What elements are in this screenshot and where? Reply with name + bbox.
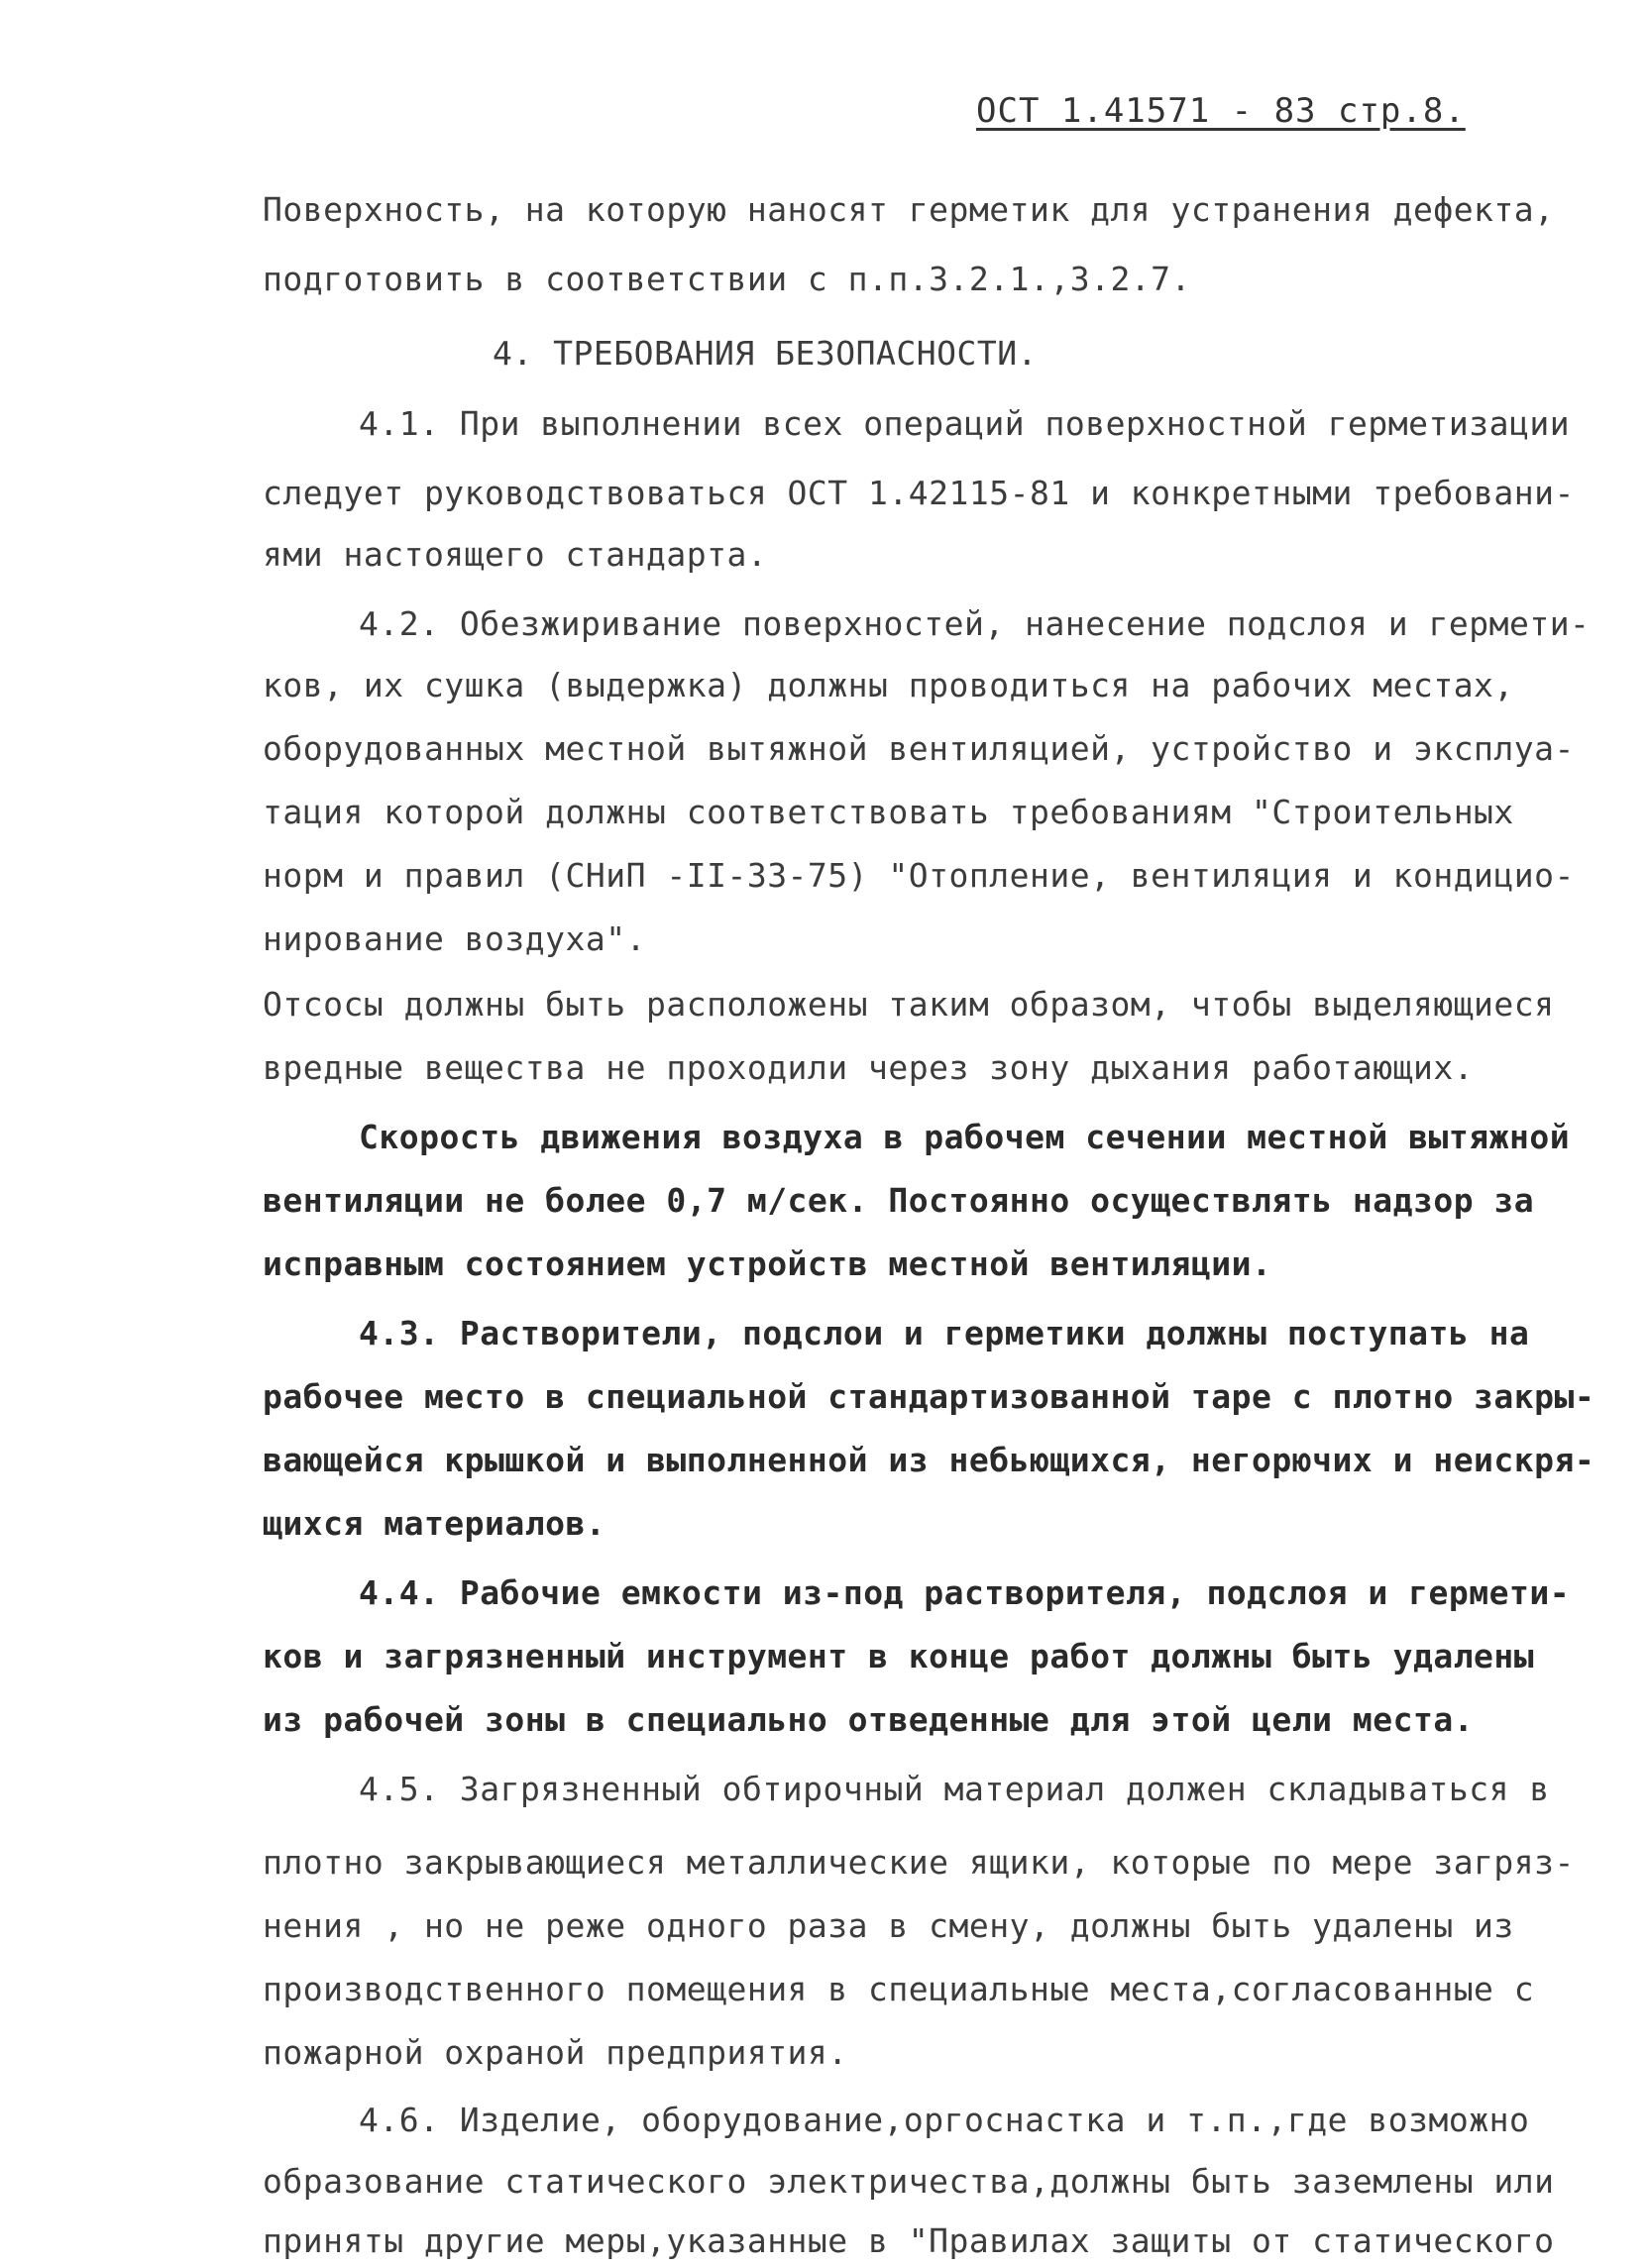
text-line: вентиляции не более 0,7 м/сек. Постоянно осуществлять надзор за <box>263 1181 1535 1220</box>
text-line: ков и загрязненный инструмент в конце работ должны быть удалены <box>263 1637 1535 1675</box>
text-line: 4.6. Изделие, оборудование,оргоснастка и т.п.,где возможно <box>359 2101 1530 2139</box>
text-line: образование статического электричества,должны быть заземлены или <box>263 2162 1555 2201</box>
text-line: 4.3. Растворители, подслои и герметики должны поступать на <box>359 1314 1530 1352</box>
text-line: следует руководствоваться ОСТ 1.42115-81 и конкретными требовани- <box>263 474 1575 512</box>
text-line: нения , но не реже одного раза в смену, должны быть удалены из <box>263 1906 1514 1945</box>
text-line: из рабочей зоны в специально отведенные для этой цели места. <box>263 1700 1475 1739</box>
text-line: ями настоящего стандарта. <box>263 535 768 574</box>
text-line: подготовить в соответствии с п.п.3.2.1.,3.2.7. <box>263 260 1191 298</box>
text-line: 4.2. Обезжиривание поверхностей, нанесение подслоя и гермети- <box>359 604 1591 643</box>
text-line: вающейся крышкой и выполненной из небьющихся, негорючих и неискря- <box>263 1441 1595 1479</box>
text-line: Отсосы должны быть расположены таким образом, чтобы выделяющиеся <box>263 985 1555 1024</box>
text-line: 4.5. Загрязненный обтирочный материал должен складываться в <box>359 1770 1550 1808</box>
text-line: пожарной охраной предприятия. <box>263 2033 848 2072</box>
text-line: исправным состоянием устройств местной вентиляции. <box>263 1244 1272 1283</box>
text-line: приняты другие меры,указанные в "Правилах защиты от статического <box>263 2221 1555 2260</box>
text-line: рабочее место в специальной стандартизованной таре с плотно закры- <box>263 1377 1595 1416</box>
text-line: ков, их сушка (выдержка) должны проводиться на рабочих местах, <box>263 666 1514 704</box>
text-line: нирование воздуха". <box>263 919 646 958</box>
text-line: тация которой должны соответствовать требованиям "Строительных <box>263 793 1514 831</box>
text-line: плотно закрывающиеся металлические ящики, которые по мере загряз- <box>263 1843 1575 1882</box>
text-line: вредные вещества не проходили через зону дыхания работающих. <box>263 1048 1475 1087</box>
section-heading: 4. ТРЕБОВАНИЯ БЕЗОПАСНОСТИ. <box>493 334 1038 373</box>
text-line: норм и правил (СНиП -II-33-75) "Отопление, вентиляция и кондицио- <box>263 856 1575 895</box>
text-line: Скорость движения воздуха в рабочем сечении местной вытяжной <box>359 1118 1571 1156</box>
text-line: Поверхность, на которую наносят герметик для устранения дефекта, <box>263 190 1555 229</box>
page-header: ОСТ 1.41571 - 83 стр.8. <box>976 91 1466 131</box>
text-line: 4.1. При выполнении всех операций поверхностной герметизации <box>359 404 1571 443</box>
text-line: щихся материалов. <box>263 1504 606 1543</box>
text-line: производственного помещения в специальные места,согласованные с <box>263 1970 1535 2008</box>
text-line: 4.4. Рабочие емкости из-под растворителя, подслоя и гермети- <box>359 1573 1571 1612</box>
text-line: оборудованных местной вытяжной вентиляцией, устройство и эксплуа- <box>263 729 1575 768</box>
